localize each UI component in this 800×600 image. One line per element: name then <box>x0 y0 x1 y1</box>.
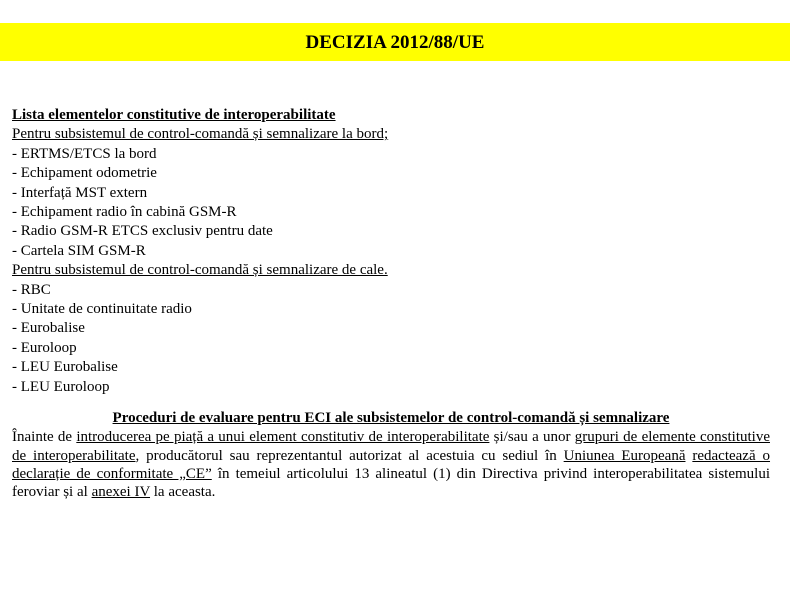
list-item: - Cartela SIM GSM-R <box>12 242 146 259</box>
document-body <box>12 106 770 502</box>
section-2-title: Proceduri de evaluare pentru ECI ale subsistemelor de control-comandă și semnalizare <box>112 410 670 427</box>
section-1-title: Lista elementelor constitutive de interoperabilitate <box>12 107 336 123</box>
list-item: - Interfață MST extern <box>12 184 148 201</box>
page-title: DECIZIA 2012/88/UE <box>305 32 485 53</box>
paragraph-text-underlined: introducerea pe piață a unui element constitutiv de interoperabilitate <box>76 429 490 446</box>
list-item: - Eurobalise <box>12 320 85 337</box>
list-item: - Radio GSM-R ETCS exclusiv pentru date <box>12 223 273 240</box>
list-item: - Echipament odometrie <box>12 165 157 182</box>
paragraph-text-underlined: Uniunea Europeană <box>563 447 686 464</box>
list-item: - ERTMS/ETCS la bord <box>12 145 157 162</box>
title-bar <box>0 23 790 61</box>
assessment-paragraph <box>12 428 770 502</box>
list-item: - Euroloop <box>12 339 77 356</box>
paragraph-text: în temeiul articolului 13 alineatul (1) din Directiva privind interoperabilitatea sistemului feroviar și al <box>12 465 771 501</box>
list-item: - LEU Eurobalise <box>12 359 118 376</box>
paragraph-text: și/sau a unor <box>489 429 575 446</box>
list-item: - Unitate de continuitate radio <box>12 301 192 318</box>
paragraph-text: , producătorul sau reprezentantul autorizat al acestuia cu sediul în <box>135 447 564 464</box>
list-item: - LEU Euroloop <box>12 378 110 395</box>
paragraph-text: Înainte de <box>12 429 77 446</box>
list-item: - Echipament radio în cabină GSM-R <box>12 204 237 221</box>
paragraph-text: la aceasta. <box>150 484 216 501</box>
onboard-subsystem-heading: Pentru subsistemul de control-comandă și semnalizare la bord; <box>12 126 389 143</box>
paragraph-text-underlined: grupuri de elemente constitutive de interoperabilitate <box>12 429 770 464</box>
list-item: - RBC <box>12 281 51 298</box>
trackside-subsystem-heading: Pentru subsistemul de control-comandă și semnalizare de cale. <box>12 262 388 279</box>
paragraph-text-underlined: redactează o declarație de conformitate „CE” <box>12 447 771 482</box>
paragraph-text-underlined: anexei IV <box>91 484 151 501</box>
